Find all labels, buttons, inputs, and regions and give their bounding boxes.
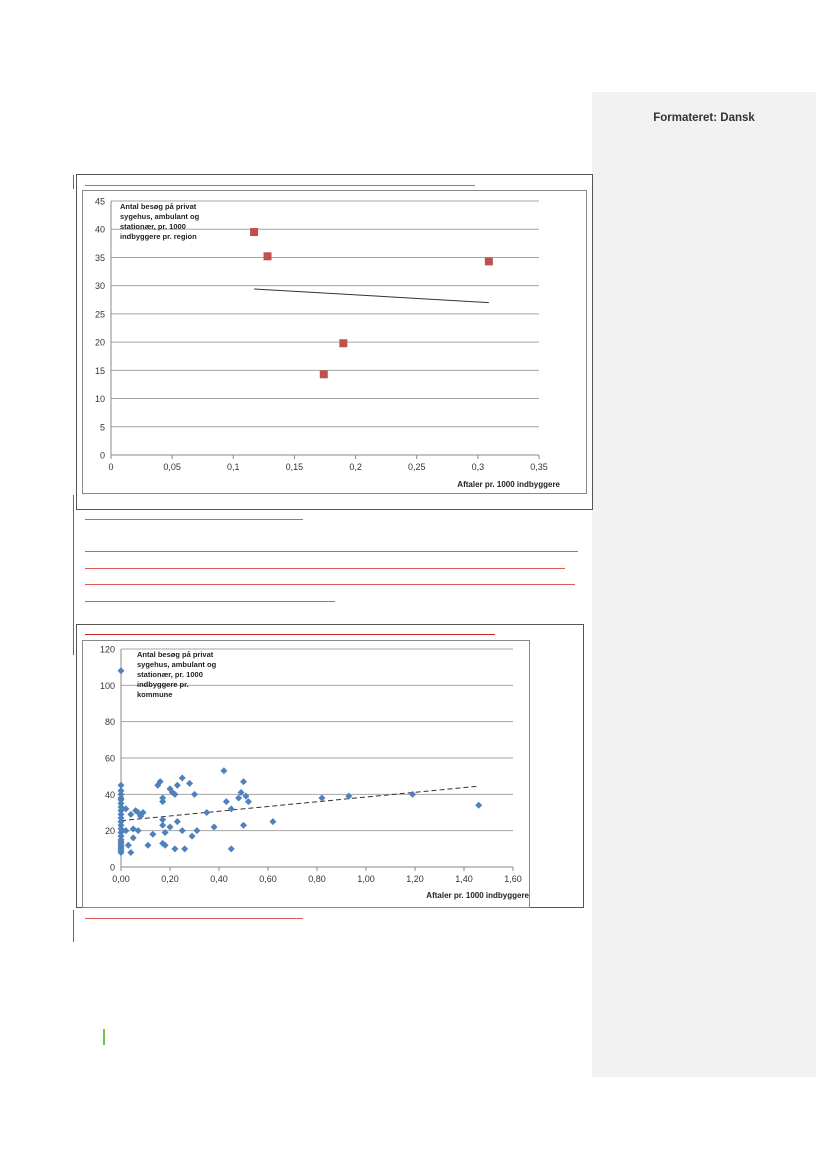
x-tick-label: 0,40 — [210, 874, 228, 884]
data-point — [167, 824, 174, 831]
data-point — [339, 339, 347, 347]
track-change-line — [85, 584, 575, 585]
data-point — [171, 845, 178, 852]
track-change-line — [85, 918, 303, 919]
data-point — [250, 228, 258, 236]
y-tick-label: 0 — [99, 450, 105, 461]
x-tick-label: 1,40 — [455, 874, 473, 884]
change-bar — [73, 175, 74, 189]
data-point — [191, 791, 198, 798]
data-point — [130, 834, 137, 841]
data-point — [193, 827, 200, 834]
track-change-line — [85, 601, 335, 602]
x-tick-label: 0,20 — [161, 874, 179, 884]
x-tick-label: 0 — [108, 462, 114, 472]
x-tick-label: 0,25 — [407, 462, 426, 472]
y-tick-label: 80 — [104, 717, 115, 728]
x-axis-label: Aftaler pr. 1000 indbyggere — [426, 891, 529, 900]
chart-1 — [83, 191, 586, 493]
data-point — [320, 370, 328, 378]
chart-2 — [83, 641, 529, 907]
x-tick-label: 1,00 — [357, 874, 375, 884]
data-point — [475, 802, 482, 809]
data-point — [179, 827, 186, 834]
data-point — [409, 791, 416, 798]
data-point — [159, 798, 166, 805]
chart-2-box — [82, 640, 530, 908]
y-axis-label-line: Antal besøg på privat — [120, 202, 197, 211]
data-point — [203, 809, 210, 816]
change-bar — [73, 495, 74, 655]
data-point — [264, 252, 272, 260]
data-point — [220, 767, 227, 774]
data-point — [228, 805, 235, 812]
y-tick-label: 5 — [99, 422, 105, 433]
data-point — [162, 829, 169, 836]
x-axis-label: Aftaler pr. 1000 indbyggere — [457, 480, 560, 489]
y-tick-label: 20 — [94, 337, 105, 348]
data-point — [223, 798, 230, 805]
x-tick-label: 0,15 — [285, 462, 304, 472]
y-tick-label: 0 — [109, 862, 115, 873]
x-tick-label: 0,00 — [112, 874, 130, 884]
data-point — [174, 782, 181, 789]
change-bar — [73, 910, 74, 942]
track-change-line — [85, 185, 475, 186]
data-point — [240, 822, 247, 829]
track-change-line — [85, 568, 565, 569]
y-axis-label-line: sygehus, ambulant og — [137, 660, 217, 669]
x-tick-label: 0,05 — [163, 462, 181, 472]
comment-side-panel — [592, 92, 816, 1077]
y-axis-label-line: kommune — [137, 690, 173, 699]
x-tick-label: 0,2 — [349, 462, 362, 472]
y-tick-label: 60 — [104, 753, 115, 764]
track-change-line — [85, 634, 495, 635]
x-tick-label: 0,3 — [471, 462, 485, 472]
data-point — [211, 824, 218, 831]
y-tick-label: 120 — [99, 644, 115, 655]
x-tick-label: 1,20 — [406, 874, 424, 884]
y-tick-label: 25 — [94, 309, 105, 320]
y-tick-label: 30 — [94, 281, 105, 292]
y-axis-label-line: stationær, pr. 1000 — [120, 222, 186, 231]
trendline — [254, 289, 489, 303]
y-tick-label: 35 — [94, 252, 105, 263]
data-point — [149, 831, 156, 838]
data-point — [228, 845, 235, 852]
y-tick-label: 20 — [104, 826, 115, 837]
data-point — [189, 833, 196, 840]
y-axis-label-line: sygehus, ambulant og — [120, 212, 200, 221]
data-point — [179, 774, 186, 781]
data-point — [127, 849, 134, 856]
data-point — [485, 257, 493, 265]
data-point — [127, 811, 134, 818]
x-tick-label: 0,60 — [259, 874, 277, 884]
data-point — [144, 842, 151, 849]
y-tick-label: 100 — [99, 680, 115, 691]
data-point — [125, 842, 132, 849]
y-tick-label: 45 — [94, 196, 105, 207]
y-tick-label: 40 — [104, 789, 115, 800]
data-point — [240, 778, 247, 785]
y-axis-label-line: indbyggere pr. region — [120, 232, 197, 241]
data-point — [159, 822, 166, 829]
x-tick-label: 0,35 — [530, 462, 548, 472]
page-margin-mark — [103, 1029, 105, 1045]
y-tick-label: 10 — [94, 394, 105, 405]
y-axis-label-line: Antal besøg på privat — [137, 650, 214, 659]
y-tick-label: 40 — [94, 224, 105, 235]
data-point — [181, 845, 188, 852]
data-point — [174, 818, 181, 825]
track-change-line — [85, 519, 303, 520]
x-tick-label: 0,80 — [308, 874, 326, 884]
data-point — [186, 780, 193, 787]
y-tick-label: 15 — [94, 365, 105, 376]
data-point — [269, 818, 276, 825]
data-point — [118, 667, 125, 674]
chart-1-box — [82, 190, 587, 494]
x-tick-label: 0,1 — [227, 462, 240, 472]
y-axis-label-line: indbyggere pr. — [137, 680, 189, 689]
y-axis-label-line: stationær, pr. 1000 — [137, 670, 203, 679]
side-panel-title: Formateret: Dansk — [653, 112, 755, 124]
track-change-line — [85, 551, 578, 552]
x-tick-label: 1,60 — [504, 874, 522, 884]
data-point — [318, 794, 325, 801]
